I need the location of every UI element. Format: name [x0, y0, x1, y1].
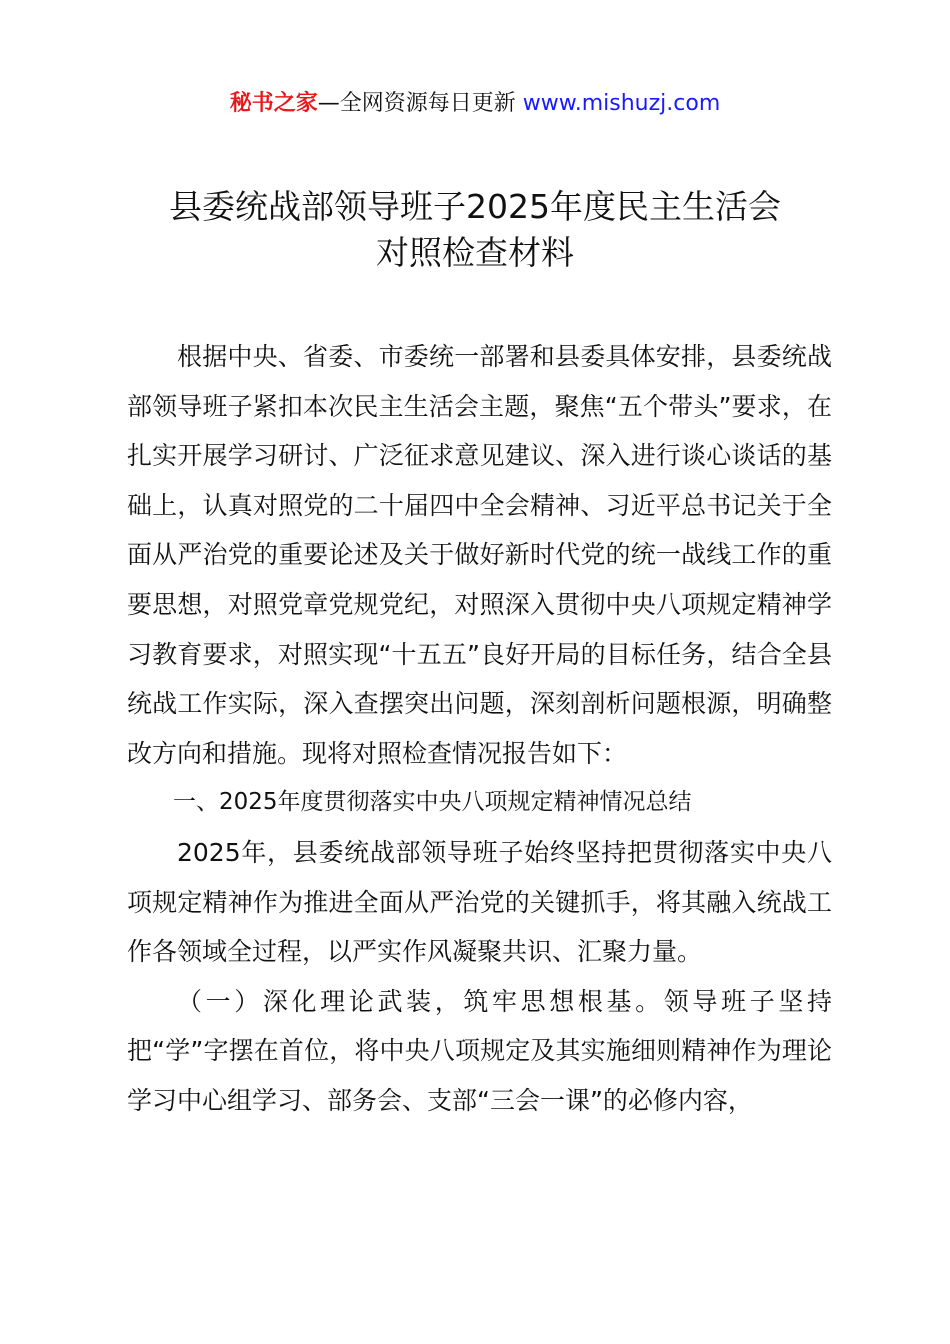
subsection-1-paragraph [127, 977, 832, 1126]
site-header [0, 88, 950, 120]
subsection-1-lead: （一）深化理论武装，筑牢思想根基。 [177, 986, 664, 1016]
title-line-1: 县委统战部领导班子2025年度民主生活会 [169, 187, 781, 226]
title-line-2: 对照检查材料 [376, 233, 574, 272]
site-tagline: —全网资源每日更新 [317, 91, 523, 116]
site-url-link[interactable]: www.mishuzj.com [522, 91, 721, 116]
document-body [127, 332, 832, 1126]
document-title [0, 184, 950, 276]
section-1-heading: 一、2025年度贯彻落实中央八项规定精神情况总结 [173, 789, 692, 816]
site-brand[interactable]: 秘书之家 [229, 91, 318, 116]
intro-paragraph: 根据中央、省委、市委统一部署和县委具体安排，县委统战部领导班子紧扣本次民主生活会主题，聚焦“五个带头”要求，在扎实开展学习研讨、广泛征求意见建议、深入进行谈心谈话的基础上，认真对照党的二十届四中全会精神、习近平总书记关于全面从严治党的重要论述及关于做好新时代党的统一战线工作的重要思想，对照党章党规党纪，对照深入贯彻中央八项规定精神学习教育要求，对照实现“十五五”良好开局的目标任务，结合全县统战工作实际，深入查摆突出问题，深刻剖析问题根源，明确整改方向和措施。现将对照检查情况报告如下： [127, 342, 832, 768]
subsection-1-body: 领导班子坚持把“学”字摆在首位，将中央八项规定及其实施细则精神作为理论学习中心组学习、部务会、支部“三会一课”的必修内容， [127, 986, 832, 1115]
section-1-paragraph: 2025年，县委统战部领导班子始终坚持把贯彻落实中央八项规定精神作为推进全面从严治党的关键抓手，将其融入统战工作各领域全过程，以严实作风凝聚共识、汇聚力量。 [127, 837, 832, 967]
